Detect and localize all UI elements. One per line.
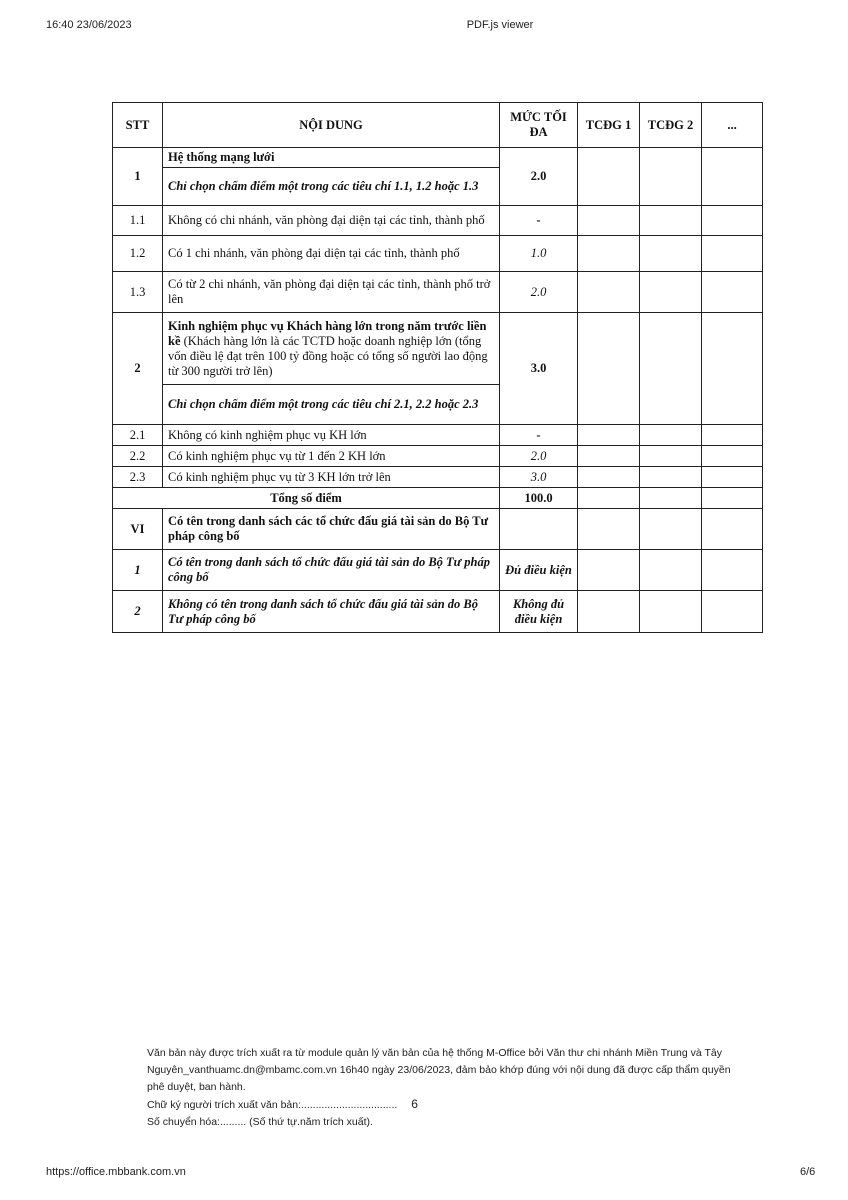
total-row — [113, 488, 763, 509]
score-cell — [640, 488, 702, 509]
table-row — [113, 425, 763, 446]
table-row — [113, 272, 763, 313]
score-cell — [578, 272, 640, 313]
row-stt: 1.1 — [113, 206, 163, 236]
page-url: https://office.mbbank.com.vn — [46, 1166, 186, 1178]
row-stt: 2.3 — [113, 467, 163, 488]
row-max: 2.0 — [500, 272, 578, 313]
score-cell — [640, 591, 702, 633]
row-max: 3.0 — [500, 313, 578, 425]
score-cell — [702, 425, 763, 446]
score-cell — [578, 148, 640, 206]
criteria-table — [112, 102, 763, 633]
row-stt: 2.2 — [113, 446, 163, 467]
score-cell — [702, 272, 763, 313]
serial-line: Số chuyển hóa:......... (Số thứ tự.năm trích xuất). — [147, 1116, 373, 1128]
score-cell — [578, 488, 640, 509]
score-cell — [702, 206, 763, 236]
score-cell — [702, 148, 763, 206]
total-max: 100.0 — [500, 488, 578, 509]
row-title: Hệ thống mạng lưới — [163, 148, 500, 168]
score-cell — [702, 488, 763, 509]
row-note: Chỉ chọn chấm điểm một trong các tiêu chí 2.1, 2.2 hoặc 2.3 — [163, 385, 500, 425]
score-cell — [702, 550, 763, 591]
viewer-title: PDF.js viewer — [466, 19, 534, 31]
row-content: Có kinh nghiệm phục vụ từ 1 đến 2 KH lớn — [163, 446, 500, 467]
table-row — [113, 509, 763, 550]
score-cell — [578, 313, 640, 425]
score-cell — [640, 148, 702, 206]
table-row — [113, 550, 763, 591]
row-max: 1.0 — [500, 236, 578, 272]
row-content: Có kinh nghiệm phục vụ từ 3 KH lớn trở lên — [163, 467, 500, 488]
row-content: Có tên trong danh sách tổ chức đấu giá tài sản do Bộ Tư pháp công bố — [163, 550, 500, 591]
row-stt: 2 — [113, 313, 163, 425]
score-cell — [578, 206, 640, 236]
row-stt: 2 — [113, 591, 163, 633]
score-cell — [640, 272, 702, 313]
table-row — [113, 446, 763, 467]
table-header-row — [113, 103, 763, 148]
page-number: 6/6 — [800, 1166, 816, 1178]
header-content: NỘI DUNG — [163, 103, 500, 148]
row-stt: 1 — [113, 148, 163, 206]
row-max — [500, 509, 578, 550]
score-cell — [640, 446, 702, 467]
row-stt: VI — [113, 509, 163, 550]
score-cell — [578, 236, 640, 272]
row-note: Chỉ chọn chấm điểm một trong các tiêu chí 1.1, 1.2 hoặc 1.3 — [163, 168, 500, 206]
header-stt: STT — [113, 103, 163, 148]
score-cell — [702, 467, 763, 488]
row-content: Có 1 chi nhánh, văn phòng đại diện tại các tỉnh, thành phố — [163, 236, 500, 272]
row-max: 2.0 — [500, 446, 578, 467]
row-max: Không đủ điều kiện — [500, 591, 578, 633]
score-cell — [702, 313, 763, 425]
score-cell — [702, 236, 763, 272]
table-row — [113, 206, 763, 236]
table-row — [113, 148, 763, 168]
score-cell — [640, 236, 702, 272]
score-cell — [578, 467, 640, 488]
row-stt: 1 — [113, 550, 163, 591]
row-title-cell — [163, 313, 500, 385]
row-title: Kinh nghiệm phục vụ Khách hàng lớn trong năm trước liền kề — [168, 318, 487, 348]
table-row — [113, 591, 763, 633]
row-content: Không có chi nhánh, văn phòng đại diện tại các tỉnh, thành phố — [163, 206, 500, 236]
signature-number: 6 — [411, 1097, 418, 1111]
extraction-note — [147, 1045, 737, 1131]
row-max: 3.0 — [500, 467, 578, 488]
row-content: Không có tên trong danh sách tổ chức đấu giá tài sản do Bộ Tư pháp công bố — [163, 591, 500, 633]
row-content: Không có kinh nghiệm phục vụ KH lớn — [163, 425, 500, 446]
score-cell — [640, 313, 702, 425]
signature-label: Chữ ký người trích xuất văn bản:................................. — [147, 1099, 398, 1111]
total-label: Tổng số điểm — [113, 488, 500, 509]
table-row — [113, 313, 763, 385]
score-cell — [578, 591, 640, 633]
table-row — [113, 467, 763, 488]
header-max: MỨC TỐI ĐA — [500, 103, 578, 148]
row-title-detail: (Khách hàng lớn là các TCTD hoặc doanh nghiệp lớn (tổng vốn điều lệ đạt trên 100 tỷ đồng hoặc có tổng số người lao động từ 300 người trở lên) — [168, 333, 488, 378]
extraction-statement: Văn bản này được trích xuất ra từ module quản lý văn bản của hệ thống M-Office bởi Văn thư chi nhánh Miền Trung và Tây Nguyên_vanthuamc.dn@mbamc.com.vn 16h40 ngày 23/06/2023, đảm bảo khớp đúng với nội dung đã được cấp thẩm quyền phê duyệt, ban hành. — [147, 1047, 731, 1093]
row-max: 2.0 — [500, 148, 578, 206]
score-cell — [578, 446, 640, 467]
score-cell — [702, 509, 763, 550]
score-cell — [640, 550, 702, 591]
signature-line — [147, 1096, 737, 1114]
row-stt: 2.1 — [113, 425, 163, 446]
table-row — [113, 236, 763, 272]
print-datetime: 16:40 23/06/2023 — [46, 19, 132, 31]
score-cell — [578, 550, 640, 591]
score-cell — [702, 446, 763, 467]
score-cell — [640, 467, 702, 488]
score-cell — [640, 509, 702, 550]
header-tcdg-2: TCĐG 2 — [640, 103, 702, 148]
row-max: - — [500, 206, 578, 236]
header-more: ... — [702, 103, 763, 148]
score-cell — [640, 425, 702, 446]
row-content: Có tên trong danh sách các tổ chức đấu giá tài sản do Bộ Tư pháp công bố — [163, 509, 500, 550]
row-stt: 1.2 — [113, 236, 163, 272]
row-content: Có từ 2 chi nhánh, văn phòng đại diện tại các tỉnh, thành phố trở lên — [163, 272, 500, 313]
score-cell — [702, 591, 763, 633]
row-max: - — [500, 425, 578, 446]
score-cell — [578, 425, 640, 446]
score-cell — [578, 509, 640, 550]
header-tcdg-1: TCĐG 1 — [578, 103, 640, 148]
row-stt: 1.3 — [113, 272, 163, 313]
row-max: Đủ điều kiện — [500, 550, 578, 591]
score-cell — [640, 206, 702, 236]
